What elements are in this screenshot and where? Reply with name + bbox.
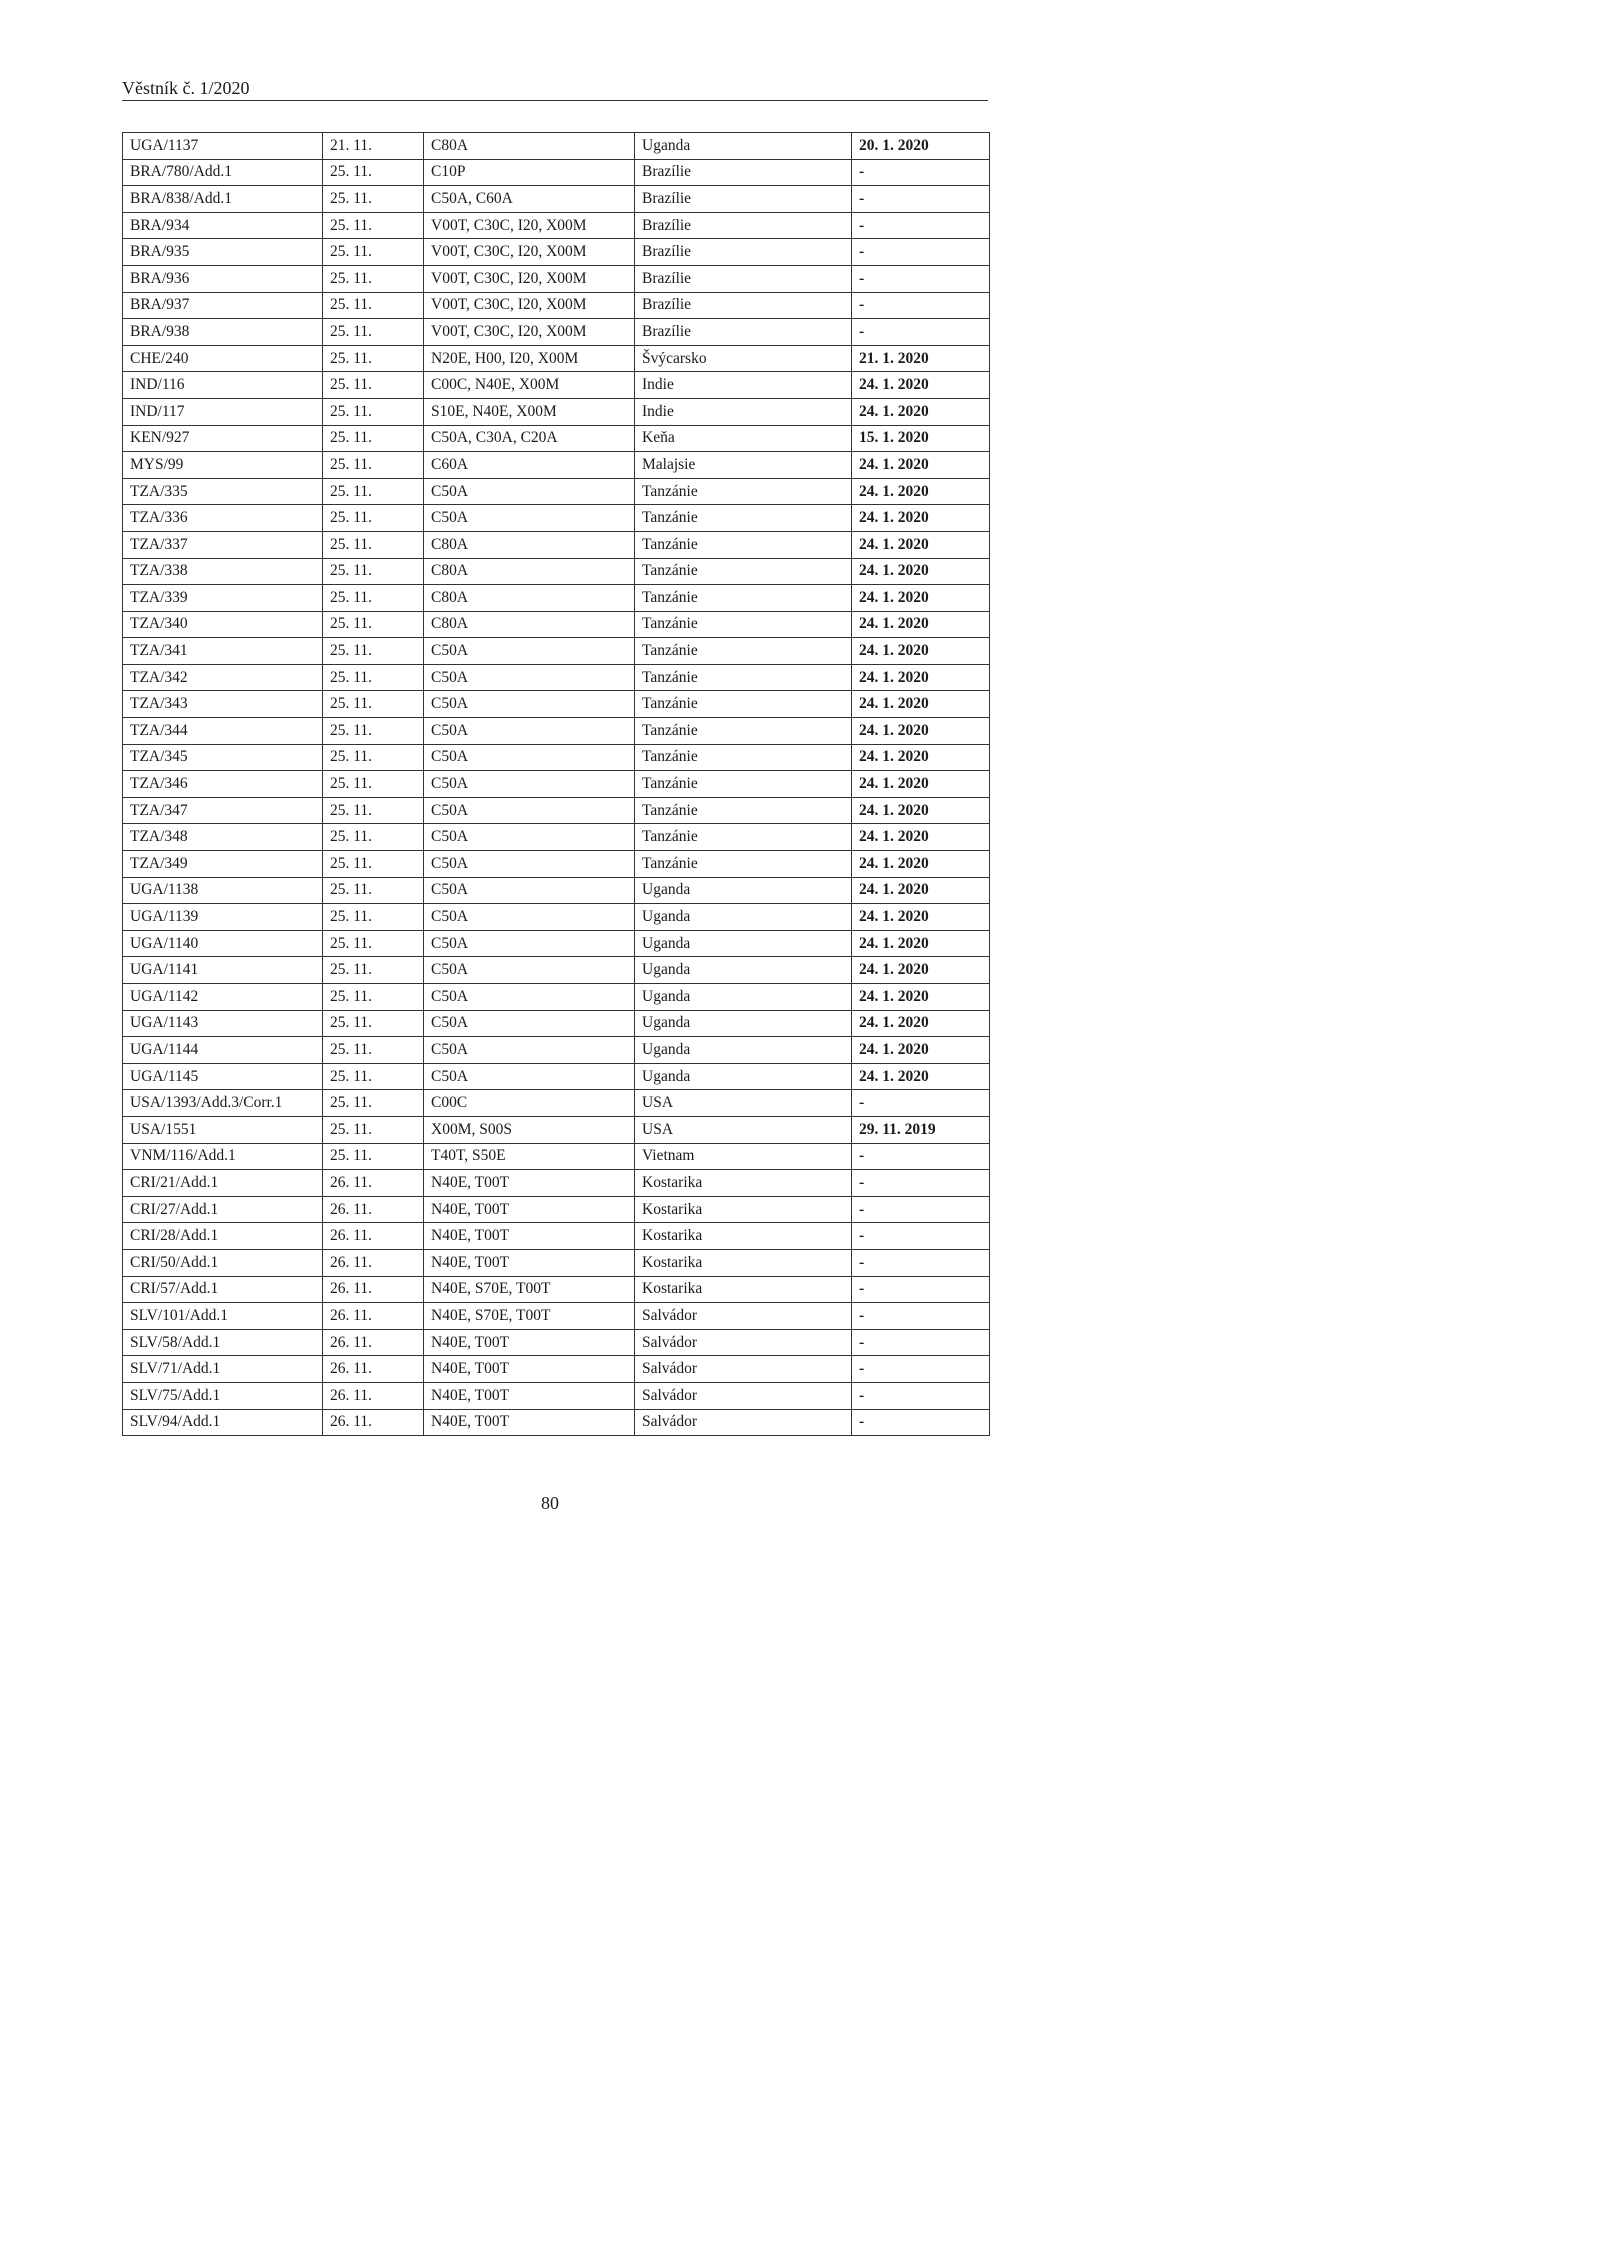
date-cell: 25. 11. bbox=[323, 319, 424, 346]
document-code-cell: BRA/936 bbox=[123, 265, 323, 292]
country-cell: Salvádor bbox=[635, 1356, 852, 1383]
table-row bbox=[123, 452, 990, 479]
document-code-cell: UGA/1139 bbox=[123, 904, 323, 931]
country-cell: Švýcarsko bbox=[635, 345, 852, 372]
code-cell: V00T, C30C, I20, X00M bbox=[424, 265, 635, 292]
country-cell: Brazílie bbox=[635, 186, 852, 213]
document-code-cell: TZA/335 bbox=[123, 478, 323, 505]
deadline-cell: - bbox=[852, 1196, 990, 1223]
deadline-cell: 24. 1. 2020 bbox=[852, 771, 990, 798]
country-cell: Tanzánie bbox=[635, 691, 852, 718]
document-code-cell: BRA/934 bbox=[123, 212, 323, 239]
date-cell: 25. 11. bbox=[323, 638, 424, 665]
country-cell: Tanzánie bbox=[635, 505, 852, 532]
deadline-cell: 24. 1. 2020 bbox=[852, 1063, 990, 1090]
table-row bbox=[123, 904, 990, 931]
date-cell: 25. 11. bbox=[323, 585, 424, 612]
document-code-cell: TZA/338 bbox=[123, 558, 323, 585]
country-cell: Brazílie bbox=[635, 239, 852, 266]
date-cell: 25. 11. bbox=[323, 797, 424, 824]
deadline-cell: 24. 1. 2020 bbox=[852, 824, 990, 851]
table-row bbox=[123, 797, 990, 824]
code-cell: C10P bbox=[424, 159, 635, 186]
code-cell: N40E, S70E, T00T bbox=[424, 1303, 635, 1330]
table-row bbox=[123, 1010, 990, 1037]
code-cell: C50A bbox=[424, 930, 635, 957]
deadline-cell: 29. 11. 2019 bbox=[852, 1116, 990, 1143]
code-cell: C50A bbox=[424, 505, 635, 532]
date-cell: 26. 11. bbox=[323, 1276, 424, 1303]
code-cell: C00C, N40E, X00M bbox=[424, 372, 635, 399]
date-cell: 26. 11. bbox=[323, 1249, 424, 1276]
date-cell: 25. 11. bbox=[323, 292, 424, 319]
deadline-cell: - bbox=[852, 1143, 990, 1170]
code-cell: C50A bbox=[424, 771, 635, 798]
table-row bbox=[123, 585, 990, 612]
date-cell: 26. 11. bbox=[323, 1409, 424, 1436]
table-row bbox=[123, 1329, 990, 1356]
date-cell: 25. 11. bbox=[323, 186, 424, 213]
document-code-cell: SLV/101/Add.1 bbox=[123, 1303, 323, 1330]
date-cell: 25. 11. bbox=[323, 718, 424, 745]
table-row bbox=[123, 319, 990, 346]
deadline-cell: 24. 1. 2020 bbox=[852, 744, 990, 771]
deadline-cell: 24. 1. 2020 bbox=[852, 1010, 990, 1037]
document-code-cell: CHE/240 bbox=[123, 345, 323, 372]
country-cell: Tanzánie bbox=[635, 797, 852, 824]
document-code-cell: CRI/28/Add.1 bbox=[123, 1223, 323, 1250]
code-cell: C80A bbox=[424, 133, 635, 160]
code-cell: C50A bbox=[424, 797, 635, 824]
page-number: 80 bbox=[541, 1493, 559, 1513]
deadline-cell: 24. 1. 2020 bbox=[852, 691, 990, 718]
country-cell: Tanzánie bbox=[635, 478, 852, 505]
deadline-cell: - bbox=[852, 1170, 990, 1197]
date-cell: 25. 11. bbox=[323, 611, 424, 638]
document-code-cell: UGA/1145 bbox=[123, 1063, 323, 1090]
deadline-cell: 24. 1. 2020 bbox=[852, 398, 990, 425]
document-code-cell: BRA/838/Add.1 bbox=[123, 186, 323, 213]
date-cell: 25. 11. bbox=[323, 1090, 424, 1117]
date-cell: 25. 11. bbox=[323, 824, 424, 851]
document-code-cell: TZA/341 bbox=[123, 638, 323, 665]
date-cell: 25. 11. bbox=[323, 744, 424, 771]
deadline-cell: - bbox=[852, 292, 990, 319]
code-cell: N40E, T00T bbox=[424, 1329, 635, 1356]
code-cell: C50A bbox=[424, 984, 635, 1011]
deadline-cell: 21. 1. 2020 bbox=[852, 345, 990, 372]
table-row bbox=[123, 957, 990, 984]
country-cell: Tanzánie bbox=[635, 851, 852, 878]
country-cell: Uganda bbox=[635, 1063, 852, 1090]
document-code-cell: TZA/342 bbox=[123, 664, 323, 691]
table-row bbox=[123, 186, 990, 213]
table-row bbox=[123, 531, 990, 558]
date-cell: 26. 11. bbox=[323, 1382, 424, 1409]
date-cell: 25. 11. bbox=[323, 452, 424, 479]
date-cell: 25. 11. bbox=[323, 691, 424, 718]
country-cell: Indie bbox=[635, 398, 852, 425]
deadline-cell: 24. 1. 2020 bbox=[852, 558, 990, 585]
table-row bbox=[123, 1063, 990, 1090]
table-row bbox=[123, 1090, 990, 1117]
code-cell: N40E, T00T bbox=[424, 1356, 635, 1383]
deadline-cell: 24. 1. 2020 bbox=[852, 638, 990, 665]
code-cell: C50A bbox=[424, 904, 635, 931]
code-cell: C80A bbox=[424, 558, 635, 585]
deadline-cell: - bbox=[852, 1409, 990, 1436]
document-code-cell: BRA/937 bbox=[123, 292, 323, 319]
code-cell: C80A bbox=[424, 611, 635, 638]
table-row bbox=[123, 372, 990, 399]
date-cell: 26. 11. bbox=[323, 1329, 424, 1356]
country-cell: Vietnam bbox=[635, 1143, 852, 1170]
code-cell: N40E, T00T bbox=[424, 1409, 635, 1436]
code-cell: C50A bbox=[424, 664, 635, 691]
table-row bbox=[123, 1170, 990, 1197]
code-cell: C50A bbox=[424, 691, 635, 718]
country-cell: Malajsie bbox=[635, 452, 852, 479]
date-cell: 25. 11. bbox=[323, 372, 424, 399]
deadline-cell: - bbox=[852, 319, 990, 346]
code-cell: N40E, T00T bbox=[424, 1382, 635, 1409]
deadline-cell: - bbox=[852, 1276, 990, 1303]
code-cell: C80A bbox=[424, 585, 635, 612]
document-code-cell: SLV/58/Add.1 bbox=[123, 1329, 323, 1356]
document-code-cell: UGA/1138 bbox=[123, 877, 323, 904]
code-cell: V00T, C30C, I20, X00M bbox=[424, 239, 635, 266]
country-cell: Uganda bbox=[635, 957, 852, 984]
date-cell: 25. 11. bbox=[323, 984, 424, 1011]
country-cell: Brazílie bbox=[635, 292, 852, 319]
country-cell: Kostarika bbox=[635, 1196, 852, 1223]
document-code-cell: CRI/21/Add.1 bbox=[123, 1170, 323, 1197]
table-row bbox=[123, 611, 990, 638]
table-row bbox=[123, 1409, 990, 1436]
code-cell: N40E, S70E, T00T bbox=[424, 1276, 635, 1303]
code-cell: C50A bbox=[424, 478, 635, 505]
table-row bbox=[123, 771, 990, 798]
table-row bbox=[123, 425, 990, 452]
deadline-cell: 24. 1. 2020 bbox=[852, 904, 990, 931]
table-row bbox=[123, 744, 990, 771]
document-code-cell: CRI/27/Add.1 bbox=[123, 1196, 323, 1223]
date-cell: 25. 11. bbox=[323, 1116, 424, 1143]
deadline-cell: - bbox=[852, 1249, 990, 1276]
document-code-cell: TZA/343 bbox=[123, 691, 323, 718]
document-code-cell: USA/1393/Add.3/Corr.1 bbox=[123, 1090, 323, 1117]
document-code-cell: UGA/1137 bbox=[123, 133, 323, 160]
document-code-cell: UGA/1141 bbox=[123, 957, 323, 984]
document-code-cell: TZA/345 bbox=[123, 744, 323, 771]
country-cell: Kostarika bbox=[635, 1276, 852, 1303]
code-cell: C50A bbox=[424, 877, 635, 904]
document-code-cell: CRI/57/Add.1 bbox=[123, 1276, 323, 1303]
table-row bbox=[123, 1143, 990, 1170]
document-code-cell: SLV/71/Add.1 bbox=[123, 1356, 323, 1383]
table-row bbox=[123, 691, 990, 718]
table-row bbox=[123, 638, 990, 665]
date-cell: 25. 11. bbox=[323, 478, 424, 505]
table-row bbox=[123, 1356, 990, 1383]
table-row bbox=[123, 159, 990, 186]
code-cell: C00C bbox=[424, 1090, 635, 1117]
code-cell: C50A bbox=[424, 1063, 635, 1090]
table-row bbox=[123, 1223, 990, 1250]
table-row bbox=[123, 664, 990, 691]
country-cell: Brazílie bbox=[635, 212, 852, 239]
table-row bbox=[123, 851, 990, 878]
code-cell: N40E, T00T bbox=[424, 1170, 635, 1197]
document-code-cell: TZA/348 bbox=[123, 824, 323, 851]
code-cell: N40E, T00T bbox=[424, 1196, 635, 1223]
document-code-cell: TZA/340 bbox=[123, 611, 323, 638]
date-cell: 25. 11. bbox=[323, 930, 424, 957]
code-cell: N20E, H00, I20, X00M bbox=[424, 345, 635, 372]
date-cell: 21. 11. bbox=[323, 133, 424, 160]
country-cell: Tanzánie bbox=[635, 771, 852, 798]
date-cell: 25. 11. bbox=[323, 212, 424, 239]
table-row bbox=[123, 265, 990, 292]
country-cell: Keňa bbox=[635, 425, 852, 452]
deadline-cell: 24. 1. 2020 bbox=[852, 372, 990, 399]
deadline-cell: - bbox=[852, 1329, 990, 1356]
table-row bbox=[123, 1276, 990, 1303]
deadline-cell: - bbox=[852, 1090, 990, 1117]
date-cell: 25. 11. bbox=[323, 398, 424, 425]
code-cell: C50A, C30A, C20A bbox=[424, 425, 635, 452]
date-cell: 25. 11. bbox=[323, 1010, 424, 1037]
code-cell: C80A bbox=[424, 531, 635, 558]
country-cell: Tanzánie bbox=[635, 744, 852, 771]
document-code-cell: UGA/1144 bbox=[123, 1037, 323, 1064]
document-code-cell: BRA/780/Add.1 bbox=[123, 159, 323, 186]
code-cell: C50A bbox=[424, 957, 635, 984]
deadline-cell: - bbox=[852, 1356, 990, 1383]
document-code-cell: BRA/938 bbox=[123, 319, 323, 346]
code-cell: C50A bbox=[424, 744, 635, 771]
table-row bbox=[123, 292, 990, 319]
country-cell: Uganda bbox=[635, 1037, 852, 1064]
document-code-cell: KEN/927 bbox=[123, 425, 323, 452]
document-code-cell: TZA/336 bbox=[123, 505, 323, 532]
page-header-title: Věstník č. 1/2020 bbox=[122, 78, 250, 98]
document-code-cell: SLV/94/Add.1 bbox=[123, 1409, 323, 1436]
date-cell: 25. 11. bbox=[323, 239, 424, 266]
code-cell: C50A bbox=[424, 1037, 635, 1064]
date-cell: 26. 11. bbox=[323, 1356, 424, 1383]
date-cell: 25. 11. bbox=[323, 877, 424, 904]
document-code-cell: TZA/349 bbox=[123, 851, 323, 878]
code-cell: C50A bbox=[424, 638, 635, 665]
code-cell: S10E, N40E, X00M bbox=[424, 398, 635, 425]
table-row bbox=[123, 239, 990, 266]
document-code-cell: USA/1551 bbox=[123, 1116, 323, 1143]
document-code-cell: TZA/347 bbox=[123, 797, 323, 824]
country-cell: Tanzánie bbox=[635, 664, 852, 691]
country-cell: Uganda bbox=[635, 930, 852, 957]
country-cell: Kostarika bbox=[635, 1249, 852, 1276]
code-cell: C50A bbox=[424, 718, 635, 745]
date-cell: 25. 11. bbox=[323, 425, 424, 452]
document-code-cell: SLV/75/Add.1 bbox=[123, 1382, 323, 1409]
deadline-cell: 24. 1. 2020 bbox=[852, 531, 990, 558]
document-code-cell: TZA/346 bbox=[123, 771, 323, 798]
date-cell: 25. 11. bbox=[323, 505, 424, 532]
table-row bbox=[123, 345, 990, 372]
country-cell: Uganda bbox=[635, 877, 852, 904]
deadline-cell: 24. 1. 2020 bbox=[852, 718, 990, 745]
code-cell: T40T, S50E bbox=[424, 1143, 635, 1170]
country-cell: Tanzánie bbox=[635, 611, 852, 638]
deadline-cell: - bbox=[852, 265, 990, 292]
header-rule bbox=[122, 100, 988, 101]
country-cell: Salvádor bbox=[635, 1382, 852, 1409]
country-cell: Brazílie bbox=[635, 319, 852, 346]
deadline-cell: 24. 1. 2020 bbox=[852, 478, 990, 505]
table-row bbox=[123, 133, 990, 160]
deadline-cell: - bbox=[852, 1303, 990, 1330]
deadline-cell: 24. 1. 2020 bbox=[852, 930, 990, 957]
deadline-cell: - bbox=[852, 159, 990, 186]
code-cell: N40E, T00T bbox=[424, 1223, 635, 1250]
document-code-cell: TZA/344 bbox=[123, 718, 323, 745]
date-cell: 25. 11. bbox=[323, 664, 424, 691]
notifications-table bbox=[122, 132, 990, 1436]
date-cell: 26. 11. bbox=[323, 1303, 424, 1330]
document-code-cell: MYS/99 bbox=[123, 452, 323, 479]
deadline-cell: 24. 1. 2020 bbox=[852, 877, 990, 904]
country-cell: Uganda bbox=[635, 904, 852, 931]
country-cell: Tanzánie bbox=[635, 531, 852, 558]
country-cell: Uganda bbox=[635, 1010, 852, 1037]
table-row bbox=[123, 718, 990, 745]
table-row bbox=[123, 558, 990, 585]
table-row bbox=[123, 824, 990, 851]
date-cell: 25. 11. bbox=[323, 531, 424, 558]
date-cell: 25. 11. bbox=[323, 159, 424, 186]
table-row bbox=[123, 930, 990, 957]
deadline-cell: - bbox=[852, 212, 990, 239]
country-cell: Indie bbox=[635, 372, 852, 399]
country-cell: Uganda bbox=[635, 133, 852, 160]
code-cell: C60A bbox=[424, 452, 635, 479]
table-row bbox=[123, 984, 990, 1011]
table-row bbox=[123, 1249, 990, 1276]
deadline-cell: 24. 1. 2020 bbox=[852, 984, 990, 1011]
deadline-cell: 24. 1. 2020 bbox=[852, 664, 990, 691]
code-cell: V00T, C30C, I20, X00M bbox=[424, 319, 635, 346]
date-cell: 25. 11. bbox=[323, 957, 424, 984]
date-cell: 25. 11. bbox=[323, 1143, 424, 1170]
date-cell: 25. 11. bbox=[323, 1063, 424, 1090]
date-cell: 26. 11. bbox=[323, 1223, 424, 1250]
deadline-cell: - bbox=[852, 186, 990, 213]
document-code-cell: CRI/50/Add.1 bbox=[123, 1249, 323, 1276]
deadline-cell: 20. 1. 2020 bbox=[852, 133, 990, 160]
table-row bbox=[123, 398, 990, 425]
table-row bbox=[123, 1116, 990, 1143]
code-cell: V00T, C30C, I20, X00M bbox=[424, 292, 635, 319]
deadline-cell: - bbox=[852, 1223, 990, 1250]
table-row bbox=[123, 1037, 990, 1064]
document-code-cell: UGA/1143 bbox=[123, 1010, 323, 1037]
document-code-cell: VNM/116/Add.1 bbox=[123, 1143, 323, 1170]
document-code-cell: BRA/935 bbox=[123, 239, 323, 266]
deadline-cell: - bbox=[852, 239, 990, 266]
document-code-cell: UGA/1140 bbox=[123, 930, 323, 957]
deadline-cell: 24. 1. 2020 bbox=[852, 957, 990, 984]
date-cell: 25. 11. bbox=[323, 904, 424, 931]
code-cell: N40E, T00T bbox=[424, 1249, 635, 1276]
country-cell: Kostarika bbox=[635, 1223, 852, 1250]
document-code-cell: UGA/1142 bbox=[123, 984, 323, 1011]
table-row bbox=[123, 877, 990, 904]
date-cell: 25. 11. bbox=[323, 558, 424, 585]
deadline-cell: 24. 1. 2020 bbox=[852, 505, 990, 532]
country-cell: Tanzánie bbox=[635, 718, 852, 745]
deadline-cell: 24. 1. 2020 bbox=[852, 611, 990, 638]
table-row bbox=[123, 505, 990, 532]
document-code-cell: TZA/339 bbox=[123, 585, 323, 612]
document-code-cell: IND/117 bbox=[123, 398, 323, 425]
country-cell: USA bbox=[635, 1116, 852, 1143]
deadline-cell: 24. 1. 2020 bbox=[852, 452, 990, 479]
deadline-cell: 24. 1. 2020 bbox=[852, 797, 990, 824]
deadline-cell: 24. 1. 2020 bbox=[852, 585, 990, 612]
country-cell: Kostarika bbox=[635, 1170, 852, 1197]
document-code-cell: IND/116 bbox=[123, 372, 323, 399]
table-row bbox=[123, 1382, 990, 1409]
date-cell: 26. 11. bbox=[323, 1170, 424, 1197]
country-cell: Brazílie bbox=[635, 265, 852, 292]
date-cell: 25. 11. bbox=[323, 771, 424, 798]
country-cell: Salvádor bbox=[635, 1329, 852, 1356]
table-row bbox=[123, 212, 990, 239]
date-cell: 26. 11. bbox=[323, 1196, 424, 1223]
country-cell: Tanzánie bbox=[635, 585, 852, 612]
code-cell: V00T, C30C, I20, X00M bbox=[424, 212, 635, 239]
deadline-cell: 24. 1. 2020 bbox=[852, 851, 990, 878]
country-cell: Uganda bbox=[635, 984, 852, 1011]
deadline-cell: 15. 1. 2020 bbox=[852, 425, 990, 452]
code-cell: C50A, C60A bbox=[424, 186, 635, 213]
date-cell: 25. 11. bbox=[323, 851, 424, 878]
country-cell: Tanzánie bbox=[635, 824, 852, 851]
code-cell: C50A bbox=[424, 1010, 635, 1037]
country-cell: USA bbox=[635, 1090, 852, 1117]
table-row bbox=[123, 478, 990, 505]
country-cell: Tanzánie bbox=[635, 638, 852, 665]
table-body bbox=[123, 133, 990, 1436]
table-row bbox=[123, 1303, 990, 1330]
code-cell: C50A bbox=[424, 824, 635, 851]
date-cell: 25. 11. bbox=[323, 345, 424, 372]
code-cell: C50A bbox=[424, 851, 635, 878]
country-cell: Salvádor bbox=[635, 1409, 852, 1436]
date-cell: 25. 11. bbox=[323, 265, 424, 292]
deadline-cell: - bbox=[852, 1382, 990, 1409]
code-cell: X00M, S00S bbox=[424, 1116, 635, 1143]
country-cell: Salvádor bbox=[635, 1303, 852, 1330]
date-cell: 25. 11. bbox=[323, 1037, 424, 1064]
country-cell: Brazílie bbox=[635, 159, 852, 186]
deadline-cell: 24. 1. 2020 bbox=[852, 1037, 990, 1064]
country-cell: Tanzánie bbox=[635, 558, 852, 585]
document-code-cell: TZA/337 bbox=[123, 531, 323, 558]
table-row bbox=[123, 1196, 990, 1223]
